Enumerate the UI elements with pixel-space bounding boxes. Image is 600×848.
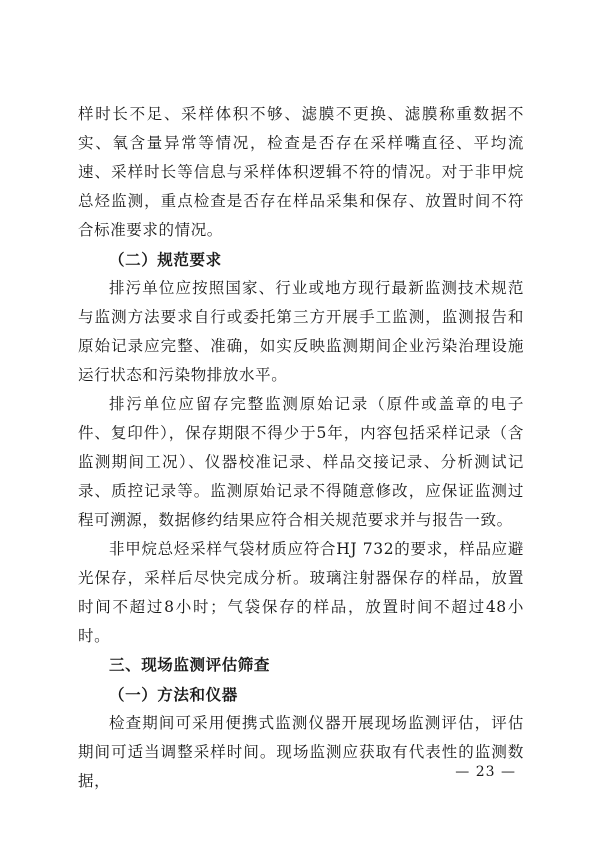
heading-methods-instruments: （一）方法和仪器 [109, 685, 238, 704]
heading-norms: （二）规范要求 [109, 250, 222, 269]
paragraph-monitoring-methods: 排污单位应按照国家、行业或地方现行最新监测技术规范与监测方法要求自行或委托第三方开展手工监测，监测报告和原始记录应完整、准确，如实反映监测期间企业污染治理设施运行状态和污染物排放水平。 [78, 279, 524, 384]
paragraph-sampling-checks: 样时长不足、采样体积不够、滤膜不更换、滤膜称重数据不实、氧含量异常等情况，检查是否存在采样嘴直径、平均流速、采样时长等信息与采样体积逻辑不符的情况。对于非甲烷总烃监测，重点检查是否存在样品采集和保存、放置时间不符合标准要求的情况。 [78, 105, 524, 239]
document-body [78, 100, 524, 796]
paragraph-original-records: 排污单位应留存完整监测原始记录（原件或盖章的电子件、复印件），保存期限不得少于5年，内容包括采样记录（含监测期间工况）、仪器校准记录、样品交接记录、分析测试记录、质控记录等。监测原始记录不得随意修改，应保证监测过程可溯源，数据修约结果应符合相关规范要求并与报告一致。 [78, 395, 524, 529]
heading-section-3: 三、现场监测评估筛查 [109, 656, 271, 674]
paragraph-onsite-monitoring: 检查期间可采用便携式监测仪器开展现场监测评估，评估期间可适当调整采样时间。现场监测应获取有代表性的监测数据， [78, 714, 524, 790]
paragraph-nmhc-sample-storage: 非甲烷总烃采样气袋材质应符合HJ 732的要求，样品应避光保存，采样后尽快完成分析。玻璃注射器保存的样品，放置时间不超过8小时；气袋保存的样品，放置时间不超过48小时。 [78, 540, 524, 645]
page-number: — 23 — [455, 764, 516, 780]
